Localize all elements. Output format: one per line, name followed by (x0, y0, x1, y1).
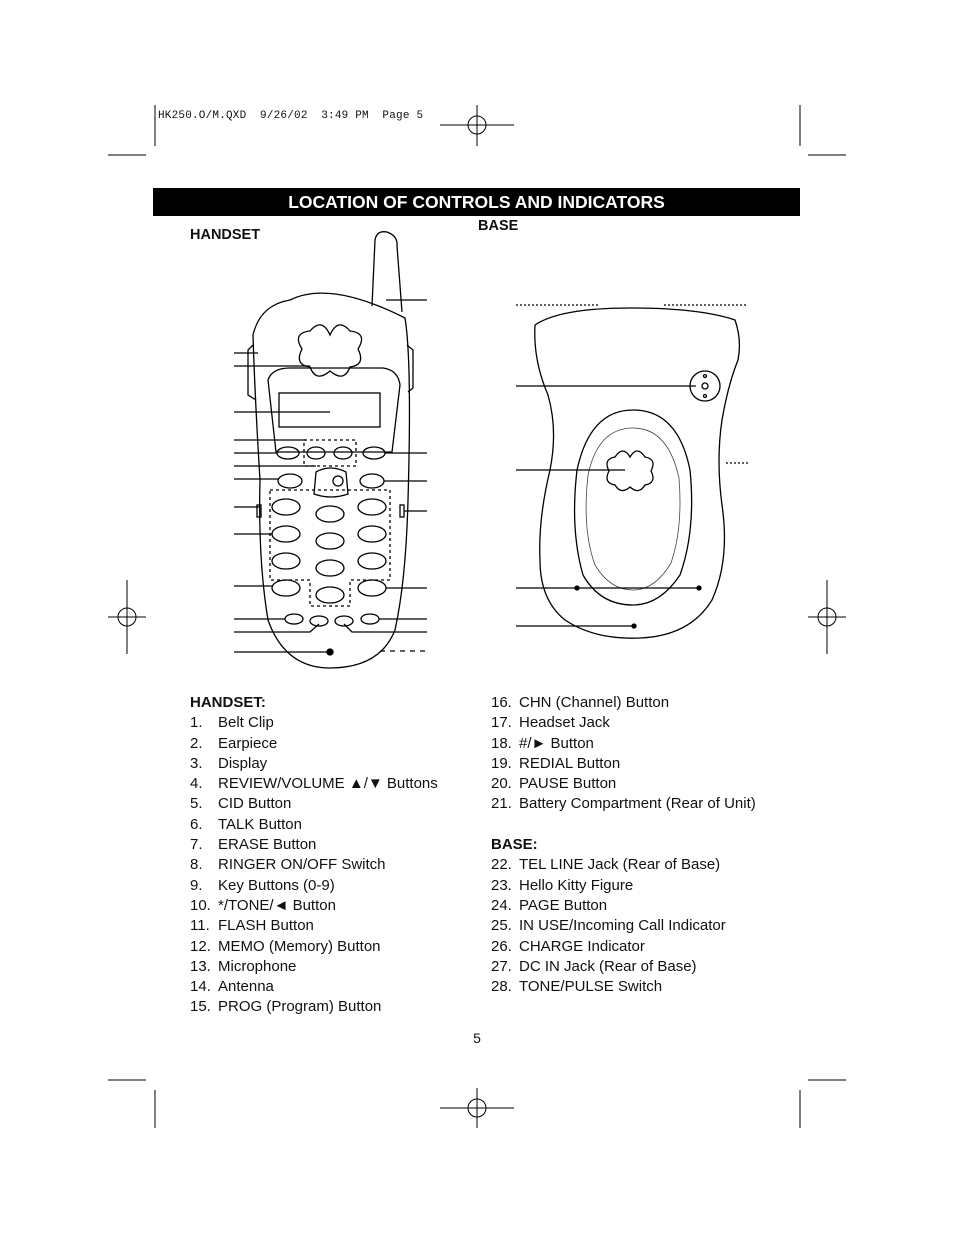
list-item (190, 794, 480, 814)
list-item (190, 754, 480, 774)
item-number: 5. (190, 795, 203, 813)
handset-illustration (234, 232, 427, 668)
list-item (190, 815, 480, 835)
handset-cradle (575, 410, 692, 605)
item-number: 18. (491, 734, 512, 752)
item-text: PROG (Program) Button (218, 998, 382, 1016)
item-text: FLASH Button (218, 917, 314, 935)
list-item (491, 977, 811, 997)
list-item (491, 896, 811, 916)
item-text: CHARGE Indicator (519, 937, 645, 955)
list-item (491, 957, 811, 977)
keypad-outline (270, 490, 390, 606)
item-number: 1. (190, 714, 203, 732)
list-item (491, 693, 811, 713)
item-number: 9. (190, 876, 203, 894)
item-number: 28. (491, 978, 512, 996)
item-text: REVIEW/VOLUME ▲/▼ Buttons (218, 775, 438, 793)
item-number: 6. (190, 815, 203, 833)
item-number: 17. (491, 714, 512, 732)
handset-diagram-label: HANDSET (190, 227, 261, 243)
list-item (190, 855, 480, 875)
list-item (190, 896, 480, 916)
item-text: DC IN Jack (Rear of Base) (519, 957, 697, 975)
item-text: Key Buttons (0-9) (218, 876, 335, 894)
list-item (491, 876, 811, 896)
item-text: CHN (Channel) Button (519, 694, 670, 711)
item-text: Earpiece (218, 734, 278, 752)
item-text: Battery Compartment (Rear of Unit) (519, 795, 756, 813)
item-text: Microphone (218, 957, 297, 975)
item-text: TEL LINE Jack (Rear of Base) (519, 856, 721, 874)
slug-line: HK250.O/M.QXD 9/26/02 3:49 PM Page 5 (158, 110, 424, 122)
item-number: 26. (491, 937, 512, 955)
item-number: 3. (190, 754, 203, 772)
item-text: Headset Jack (519, 714, 610, 732)
review-volume-group (304, 440, 356, 466)
list-item (491, 734, 811, 754)
microphone (327, 649, 333, 655)
display-screen (279, 393, 380, 427)
list-item (491, 937, 811, 957)
list-item (491, 713, 811, 733)
base-list-heading: BASE: (491, 836, 538, 854)
item-number: 20. (491, 775, 512, 793)
item-number: 14. (190, 978, 211, 996)
base-kitty-figure (607, 451, 653, 491)
item-text: PAUSE Button (519, 775, 617, 793)
item-text: IN USE/Incoming Call Indicator (519, 917, 726, 935)
item-number: 13. (190, 957, 211, 975)
list-item (491, 916, 811, 936)
item-number: 22. (491, 856, 512, 874)
item-text: Hello Kitty Figure (519, 876, 634, 894)
item-number: 24. (491, 896, 512, 914)
list-item (190, 835, 480, 855)
list-item (190, 734, 480, 754)
list-item (491, 794, 811, 814)
item-text: ERASE Button (218, 836, 317, 854)
item-text: MEMO (Memory) Button (218, 937, 381, 955)
item-number: 27. (491, 957, 512, 975)
item-number: 12. (190, 937, 211, 955)
item-text: #/► Button (519, 734, 594, 752)
item-number: 21. (491, 795, 512, 813)
item-text: RINGER ON/OFF Switch (218, 856, 386, 874)
list-item (190, 957, 480, 977)
item-text: TALK Button (218, 815, 302, 833)
item-text: Antenna (218, 978, 274, 996)
handset-parts-list (190, 693, 480, 1018)
item-text: PAGE Button (519, 896, 608, 914)
item-number: 25. (491, 917, 512, 935)
key-buttons (272, 499, 386, 603)
list-item (491, 855, 811, 875)
list-item (491, 754, 811, 774)
item-text: Display (218, 754, 268, 772)
item-number: 11. (190, 917, 210, 935)
item-number: 16. (491, 694, 512, 711)
list-item (190, 997, 480, 1017)
list-item (491, 774, 811, 794)
item-text: */TONE/◄ Button (218, 896, 336, 914)
item-number: 10. (190, 896, 211, 914)
list-item (190, 713, 480, 733)
item-number: 23. (491, 876, 512, 894)
item-number: 4. (190, 775, 203, 793)
page-title: LOCATION OF CONTROLS AND INDICATORS (153, 188, 800, 216)
item-number: 15. (190, 998, 211, 1016)
list-item (190, 937, 480, 957)
handset-list-heading: HANDSET: (190, 694, 266, 711)
base-illustration (516, 305, 748, 638)
item-text: Belt Clip (218, 714, 274, 732)
page-number: 5 (473, 1030, 481, 1046)
list-item (190, 916, 480, 936)
list-item (190, 876, 480, 896)
item-text: TONE/PULSE Switch (519, 978, 663, 996)
item-number: 8. (190, 856, 203, 874)
item-text: REDIAL Button (519, 754, 621, 772)
base-parts-list (491, 693, 811, 997)
item-number: 19. (491, 754, 512, 772)
item-number: 2. (190, 734, 203, 752)
item-number: 7. (190, 836, 203, 854)
list-item (190, 774, 480, 794)
base-body (535, 308, 740, 638)
item-text: CID Button (218, 795, 292, 813)
list-item (190, 977, 480, 997)
base-diagram-label: BASE (478, 218, 519, 234)
